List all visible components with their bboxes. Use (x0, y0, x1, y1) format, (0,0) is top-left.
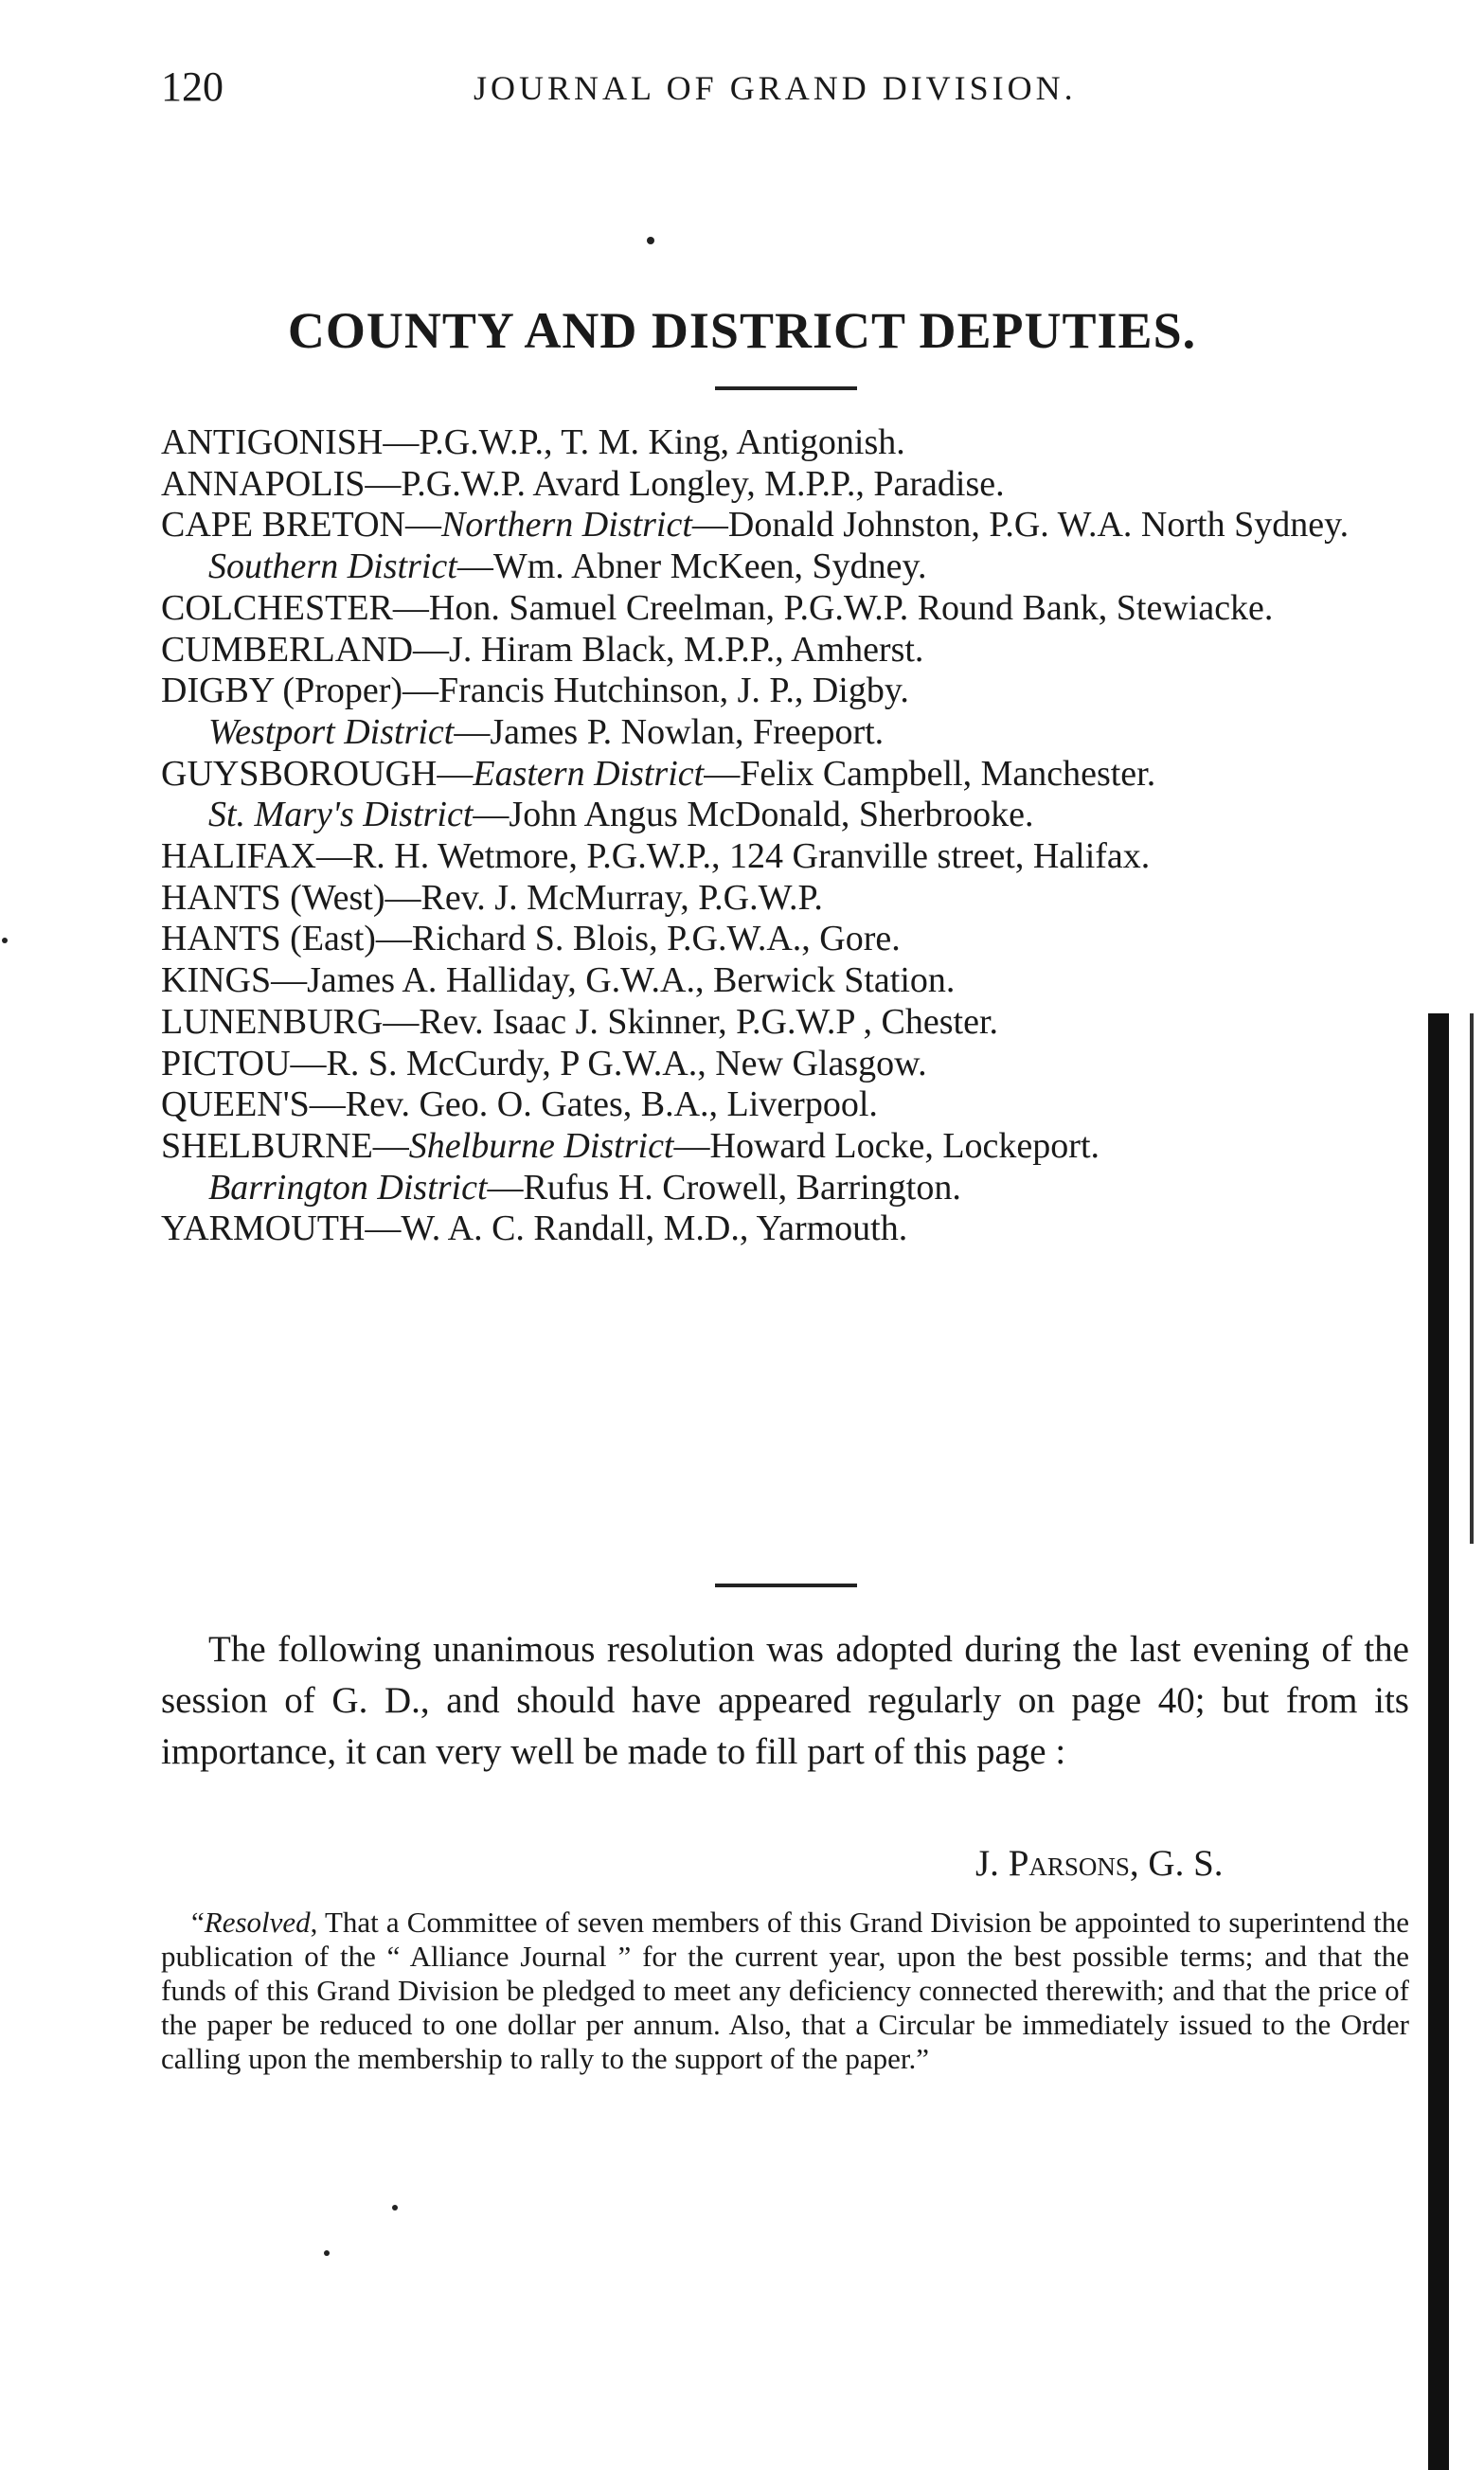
district-separator: — (454, 711, 491, 752)
running-head (161, 63, 1297, 119)
county-separator: — (392, 587, 429, 628)
district-name: St. Mary's District (208, 795, 474, 835)
deputy-entry (161, 422, 1411, 464)
county-separator: — (365, 463, 402, 504)
section-divider-rule (715, 1584, 857, 1587)
deputy-entry (161, 1208, 1411, 1250)
deputy-entry (161, 712, 1411, 754)
county-separator: — (271, 960, 308, 1001)
county-name: COLCHESTER (161, 587, 393, 628)
district-separator: — (456, 546, 493, 587)
district-name: Barrington District (208, 1167, 488, 1208)
deputy-details: Rev. Geo. O. Gates, B.A., Liverpool. (345, 1084, 878, 1125)
county-separator: — (290, 1043, 327, 1083)
ink-dot (392, 2205, 398, 2210)
county-separator: — (404, 505, 441, 546)
deputy-entry (161, 878, 1411, 920)
county-separator: — (383, 1001, 420, 1042)
deputy-details: J. Hiram Black, M.P.P., Amherst. (449, 629, 924, 670)
deputy-entry (161, 919, 1411, 960)
deputy-details: Wm. Abner McKeen, Sydney. (492, 546, 927, 587)
journal-title: JOURNAL OF GRAND DIVISION. (474, 69, 1077, 107)
county-separator: — (383, 422, 420, 462)
deputy-details: W. A. C. Randall, M.D., Yarmouth. (401, 1208, 908, 1249)
deputy-details: Felix Campbell, Manchester. (740, 753, 1156, 794)
district-name: Westport District (208, 711, 455, 752)
county-separator: — (413, 629, 450, 670)
county-name: KINGS (161, 960, 272, 1001)
page-binding-edge (1428, 1013, 1449, 2470)
deputy-entry (161, 464, 1411, 506)
resolution-text (161, 1906, 1409, 2076)
district-name: Southern District (208, 546, 457, 587)
county-name: GUYSBOROUGH (161, 753, 438, 794)
deputy-details: Richard S. Blois, P.G.W.A., Gore. (411, 919, 901, 959)
deputy-entry (161, 1126, 1411, 1168)
deputy-entry (161, 1002, 1411, 1044)
signature-title: , G. S. (1129, 1843, 1224, 1884)
county-separator: — (365, 1208, 402, 1249)
district-name: Shelburne District (408, 1125, 674, 1166)
deputy-details: Rev. J. McMurray, P.G.W.P. (420, 877, 823, 918)
deputy-details: James A. Halliday, G.W.A., Berwick Station. (307, 960, 956, 1001)
signature (975, 1842, 1224, 1885)
heading-rule (715, 386, 857, 390)
county-separator: — (375, 919, 412, 959)
deputies-list (161, 422, 1411, 1250)
county-separator: — (372, 1125, 409, 1166)
county-name: ANTIGONISH (161, 422, 384, 462)
county-name: HANTS (East) (161, 919, 376, 959)
ink-dot (647, 237, 654, 244)
deputy-details: P.G.W.P., T. M. King, Antigonish. (419, 422, 905, 462)
deputy-details: Hon. Samuel Creelman, P.G.W.P. Round Bank, Stewiacke. (428, 587, 1274, 628)
deputy-details: Howard Locke, Lockeport. (709, 1125, 1100, 1166)
deputy-entry (161, 836, 1411, 878)
county-name: CUMBERLAND (161, 629, 414, 670)
deputy-entry (161, 671, 1411, 712)
intro-paragraph: The following unanimous resolution was adopted during the last evening of the session of G. D., and should have appeared regularly on page 40; but from its importance, it can very well be made to fill part of this page : (161, 1629, 1409, 1772)
deputy-entry (161, 630, 1411, 671)
county-separator: — (437, 753, 474, 794)
signature-name: Parsons (1008, 1843, 1130, 1884)
resolution-open-quote: “ (191, 1906, 205, 1939)
resolution-lead: Resolved (204, 1906, 311, 1939)
page-number: 120 (161, 63, 223, 110)
page-binding-edge-inner (1470, 1013, 1474, 1544)
district-name: Eastern District (473, 753, 705, 794)
county-name: CAPE BRETON (161, 505, 405, 546)
county-separator: — (309, 1084, 346, 1125)
county-name: HALIFAX (161, 836, 316, 877)
county-name: PICTOU (161, 1043, 291, 1083)
section-title: COUNTY AND DISTRICT DEPUTIES. (287, 302, 1197, 359)
deputy-details: Rev. Isaac J. Skinner, P.G.W.P , Chester. (419, 1001, 999, 1042)
deputy-entry (161, 795, 1411, 836)
deputy-details: R. H. Wetmore, P.G.W.P., 124 Granville street, Halifax. (351, 836, 1151, 877)
deputy-details: P.G.W.P. Avard Longley, M.P.P., Paradise. (401, 463, 1005, 504)
deputy-entry (161, 754, 1411, 796)
county-separator: — (402, 671, 439, 711)
district-separator: — (473, 795, 510, 835)
county-separator: — (384, 877, 421, 918)
deputy-details: Francis Hutchinson, J. P., Digby. (438, 671, 909, 711)
resolution-body: , That a Committee of seven members of this Grand Division be appointed to superintend the publication of the “ Alliance Journal ” for the current year, upon the best possible terms; and that the funds of this Grand Division be pledged to meet any deficiency connected therewith; and that the price of the paper be reduced to one dollar per annum. Also, that a Circular be immediately issued to the Order calling upon the membership to rally to the support of the paper.” (161, 1906, 1409, 2075)
deputy-entry (161, 505, 1411, 546)
deputy-entry (161, 546, 1411, 588)
signature-initial: J. (975, 1843, 999, 1884)
ink-dot (324, 2250, 330, 2256)
deputy-entry (161, 1168, 1411, 1209)
county-name: SHELBURNE (161, 1125, 373, 1166)
deputy-entry (161, 1084, 1411, 1126)
county-name: QUEEN'S (161, 1084, 310, 1125)
deputy-entry (161, 1044, 1411, 1085)
deputy-details: James P. Nowlan, Freeport. (490, 711, 885, 752)
county-name: HANTS (West) (161, 877, 385, 918)
county-name: DIGBY (Proper) (161, 671, 403, 711)
district-separator: — (487, 1167, 524, 1208)
deputy-details: John Angus McDonald, Sherbrooke. (509, 795, 1034, 835)
county-name: ANNAPOLIS (161, 463, 366, 504)
county-name: YARMOUTH (161, 1208, 366, 1249)
deputy-details: Donald Johnston, P.G. W.A. North Sydney. (727, 505, 1350, 546)
county-separator: — (315, 836, 352, 877)
county-name: LUNENBURG (161, 1001, 384, 1042)
deputy-details: Rufus H. Crowell, Barrington. (523, 1167, 961, 1208)
district-separator: — (691, 505, 728, 546)
district-name: Northern District (440, 505, 692, 546)
ink-dot (2, 938, 8, 943)
district-separator: — (704, 753, 741, 794)
deputy-entry (161, 588, 1411, 630)
deputy-details: R. S. McCurdy, P G.W.A., New Glasgow. (326, 1043, 927, 1083)
deputy-entry (161, 960, 1411, 1002)
district-separator: — (673, 1125, 710, 1166)
